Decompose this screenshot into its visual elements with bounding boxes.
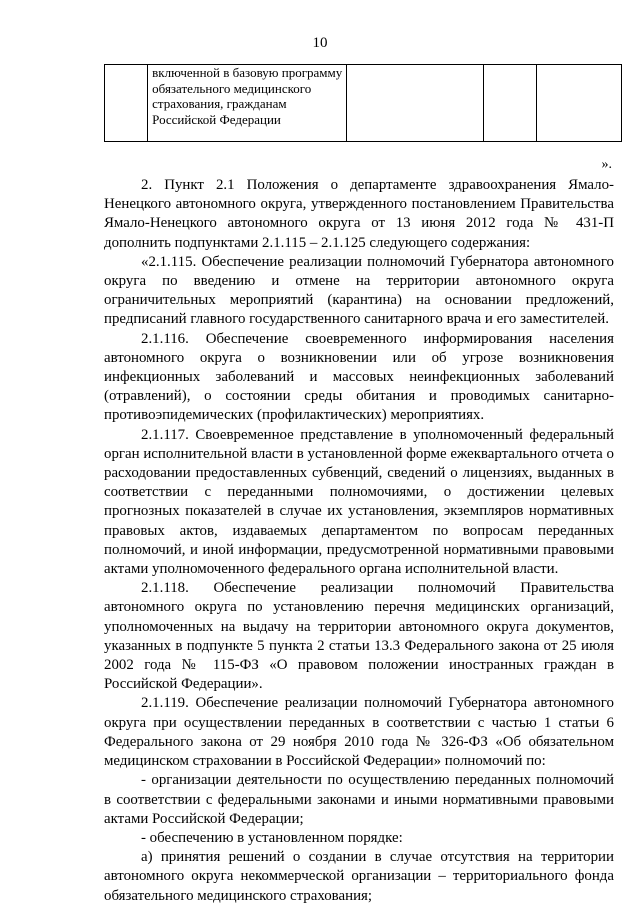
paragraph-2-1-117: 2.1.117. Своевременное представление в уполномоченный федеральный орган исполнительной власти в установленной форме ежеквартального отчета о расходовании предоставленных субвенций, сведений о лицензиях, выданных в соответствии с переданными полномочиями, о достижении целевых прогнозных показателей в случае их установления, экземпляров нормативных правовых актов, издаваемых департаментом по вопросам переданных полномочий, и иной информации, предусмотренной нормативными правовыми актами уполномоченного федерального органа исполнительной власти. <box>104 426 614 578</box>
table-cell-empty <box>484 65 536 142</box>
paragraph-2-1-115: «2.1.115. Обеспечение реализации полномочий Губернатора автономного округа по введению и отмене на территории автономного округа ограничительных мероприятий (карантина) на основании предложений, предписаний главного государственного санитарного врача и его заместителей. <box>104 253 614 328</box>
table-cell-empty <box>105 65 148 142</box>
paragraph-amendment: 2. Пункт 2.1 Положения о департаменте здравоохранения Ямало-Ненецкого автономного округа, утвержденного постановлением Правительства Ямало-Ненецкого автономного округа от 13 июня 2012 года № 431-П дополнить подпунктами 2.1.115 – 2.1.125 следующего содержания: <box>104 177 614 251</box>
paragraph-2-1-119: 2.1.119. Обеспечение реализации полномочий Губернатора автономного округа при осуществлении переданных в соответствии с частью 1 статьи 6 Федерального закона от 29 ноября 2010 года № 326-ФЗ «Об обязательном медицинском страховании в Российской Федерации» полномочий по: <box>104 695 614 770</box>
table-cell-empty <box>536 65 621 142</box>
list-item: - организации деятельности по осуществлению переданных полномочий в соответствии с федеральными законами и иными нормативными правовыми актами Российской Федерации; <box>104 772 614 827</box>
table-cell-text: включенной в базовую программу обязательного медицинского страхования, гражданам Российской Федерации <box>148 65 347 142</box>
page-number: 10 <box>312 35 328 51</box>
continued-table <box>104 64 622 142</box>
list-item: а) принятия решений о создании в случае отсутствия на территории автономного округа некоммерческой организации – территориального фонда обязательного медицинского страхования; <box>104 849 614 904</box>
paragraph-2-1-116: 2.1.116. Обеспечение своевременного информирования населения автономного округа о возникновении или об угрозе возникновения инфекционных заболеваний и массовых неинфекционных заболеваний (отравлений), о состоянии среды обитания и проводимых санитарно-противоэпидемических (профилактических) мероприятиях. <box>104 330 614 424</box>
table-cell-empty <box>346 65 484 142</box>
closing-quote: ». <box>601 157 612 172</box>
list-item: - обеспечению в установленном порядке: <box>141 829 403 846</box>
paragraph-2-1-118: 2.1.118. Обеспечение реализации полномочий Правительства автономного округа по установлению перечня медицинских организаций, уполномоченных на выдачу на территории автономного округа документов, указанных в подпункте 5 пункта 2 статьи 13.3 Федерального закона от 25 июля 2002 года № 115-ФЗ «О правовом положении иностранных граждан в Российской Федерации». <box>104 580 614 693</box>
document-body <box>104 176 614 906</box>
table-row <box>105 65 622 142</box>
